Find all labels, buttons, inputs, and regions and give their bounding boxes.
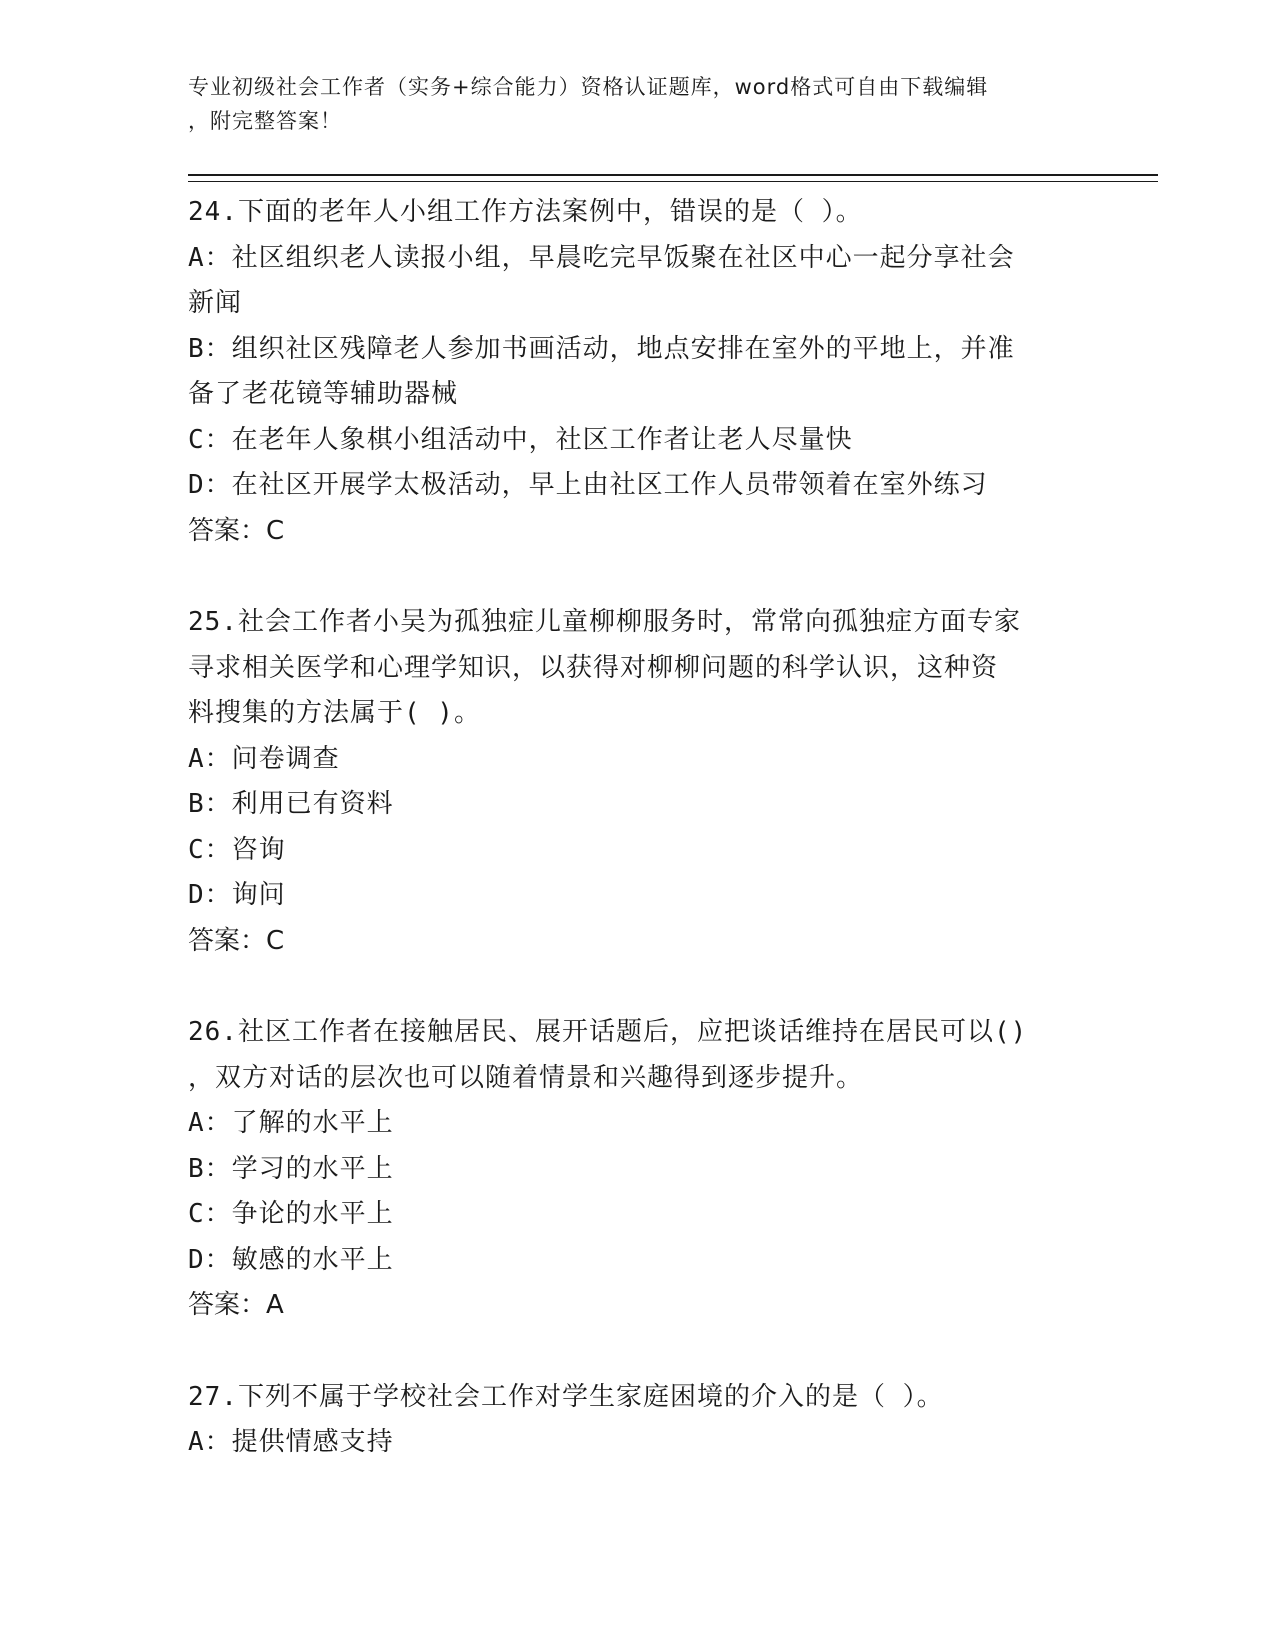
option-a-continued: 新闻	[188, 288, 243, 318]
question-24	[188, 190, 1158, 554]
option-c: C：咨询	[188, 834, 286, 865]
document-header	[188, 70, 1088, 138]
option-a: A：了解的水平上	[188, 1108, 394, 1138]
header-divider	[188, 174, 1158, 182]
question-stem: 24.下面的老年人小组工作方法案例中，错误的是（ ）。	[188, 197, 863, 227]
question-26	[188, 1010, 1158, 1329]
question-27	[188, 1375, 1158, 1466]
header-line-1: 专业初级社会工作者（实务+综合能力）资格认证题库，word格式可自由下载编辑	[188, 75, 989, 99]
option-d: D：在社区开展学太极活动，早上由社区工作人员带领着在室外练习	[188, 470, 988, 500]
answer-label: 答案：A	[188, 1290, 284, 1320]
document-page	[188, 70, 1158, 1512]
option-c: C：争论的水平上	[188, 1199, 394, 1229]
question-stem: 26.社区工作者在接触居民、展开话题后，应把谈话维持在居民可以()	[188, 1017, 1028, 1047]
question-stem-continued: 料搜集的方法属于( )。	[188, 698, 481, 728]
option-b-continued: 备了老花镜等辅助器械	[188, 379, 459, 409]
question-25	[188, 600, 1158, 964]
option-b: B：组织社区残障老人参加书画活动，地点安排在室外的平地上，并准	[188, 333, 1015, 364]
option-d: D：询问	[188, 880, 286, 910]
answer-label: 答案：C	[188, 925, 285, 956]
option-a: A：提供情感支持	[188, 1427, 394, 1457]
option-d: D：敏感的水平上	[188, 1244, 394, 1275]
option-a: A：问卷调查	[188, 743, 340, 774]
option-a: A：社区组织老人读报小组，早晨吃完早饭聚在社区中心一起分享社会	[188, 242, 1015, 273]
option-b: B：利用已有资料	[188, 789, 394, 819]
question-stem: 27.下列不属于学校社会工作对学生家庭困境的介入的是（ ）。	[188, 1381, 944, 1412]
question-stem-continued: 寻求相关医学和心理学知识，以获得对柳柳问题的科学认识，这种资	[188, 652, 999, 683]
option-c: C：在老年人象棋小组活动中，社区工作者让老人尽量快	[188, 424, 853, 455]
question-stem: 25.社会工作者小吴为孤独症儿童柳柳服务时，常常向孤独症方面专家	[188, 607, 1021, 637]
answer-label: 答案：C	[188, 515, 285, 546]
question-stem-continued: ，双方对话的层次也可以随着情景和兴趣得到逐步提升。	[188, 1062, 864, 1093]
option-b: B：学习的水平上	[188, 1153, 394, 1184]
question-list	[188, 190, 1158, 1466]
header-line-2: ，附完整答案！	[188, 109, 342, 133]
